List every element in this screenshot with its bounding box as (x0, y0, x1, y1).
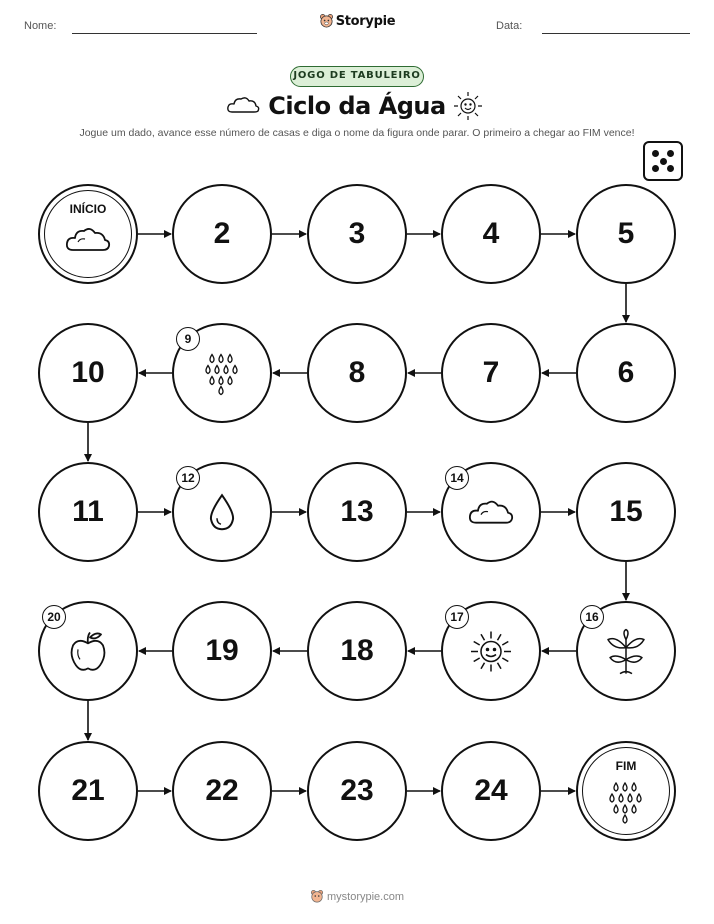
cell-number-badge: 20 (42, 605, 66, 629)
cell-number: 3 (348, 217, 366, 250)
end-label: FIM (615, 759, 637, 773)
board-cell-22 (172, 741, 272, 841)
footer (0, 889, 714, 903)
board-cell-5 (576, 184, 676, 284)
cell-number: 15 (609, 495, 643, 528)
cell-number: 8 (348, 356, 366, 389)
board-cell-24 (441, 741, 541, 841)
cell-number: 19 (205, 634, 239, 667)
footer-url: mystorypie.com (326, 891, 405, 903)
sun-icon (468, 629, 514, 679)
board-cell-10 (38, 323, 138, 423)
cell-number: 10 (71, 356, 105, 389)
water-drop-icon (207, 492, 237, 536)
cell-number-badge: 9 (176, 327, 200, 351)
board-cell-17 (441, 601, 541, 701)
rain-drops-icon (606, 779, 646, 829)
cell-number: 2 (213, 217, 231, 250)
board-cell-11 (38, 462, 138, 562)
rain-drops-icon (202, 351, 242, 401)
brand-name: Storypie (335, 14, 396, 29)
cell-number: 6 (617, 356, 635, 389)
date-label: Data: (496, 20, 523, 32)
cell-number: 22 (205, 774, 239, 807)
board-cell-13 (307, 462, 407, 562)
cell-number: 11 (72, 495, 104, 528)
board-cell-18 (307, 601, 407, 701)
cell-number-badge: 17 (445, 605, 469, 629)
cell-number: 13 (340, 495, 374, 528)
board-cell-16 (576, 601, 676, 701)
board-cell-4 (441, 184, 541, 284)
page-title: Ciclo da Água (268, 92, 446, 120)
board-cell-7 (441, 323, 541, 423)
game-type-badge: JOGO DE TABULEIRO (290, 66, 424, 87)
cell-number: 7 (482, 356, 500, 389)
board-cell-12 (172, 462, 272, 562)
board-cell-14 (441, 462, 541, 562)
cell-number: 4 (482, 217, 500, 250)
cell-number: 24 (474, 774, 508, 807)
cell-number: 21 (71, 774, 105, 807)
cell-number: 18 (340, 634, 374, 667)
board-cell-3 (307, 184, 407, 284)
start-label: INÍCIO (69, 202, 107, 216)
board-cell-15 (576, 462, 676, 562)
board-cell-21 (38, 741, 138, 841)
board-cell-6 (576, 323, 676, 423)
board-cell-9 (172, 323, 272, 423)
board-cell-19 (172, 601, 272, 701)
cell-number: 23 (340, 774, 374, 807)
board-cell-1 (38, 184, 138, 284)
apple-icon (68, 629, 108, 677)
instructions: Jogue um dado, avance esse número de casas e diga o nome da figura onde parar. O primeiro a chegar ao FIM vence! (79, 127, 635, 139)
cell-number-badge: 14 (445, 466, 469, 490)
board-cell-2 (172, 184, 272, 284)
cell-number-badge: 12 (176, 466, 200, 490)
board-cell-23 (307, 741, 407, 841)
cell-number-badge: 16 (580, 605, 604, 629)
board-cell-20 (38, 601, 138, 701)
footer-bear-logo-icon (310, 889, 324, 903)
cloud-icon (64, 224, 112, 258)
board-cell-25 (576, 741, 676, 841)
cell-number: 5 (617, 217, 635, 250)
cloud-icon (467, 497, 515, 531)
plant-icon (602, 628, 650, 680)
name-label: Nome: (24, 20, 57, 32)
board-cell-8 (307, 323, 407, 423)
